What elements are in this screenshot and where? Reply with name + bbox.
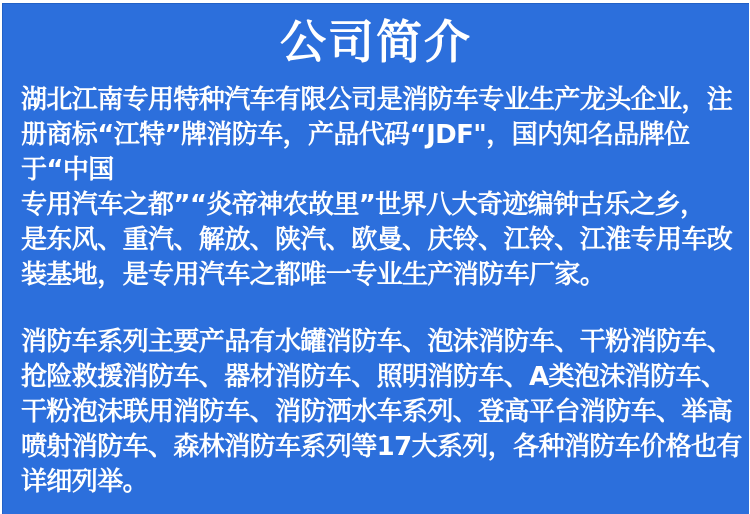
paragraph-line: 消防车系列主要产品有水罐消防车、泡沫消防车、干粉消防车、	[21, 327, 733, 357]
paragraph-line: 于“中国	[21, 155, 114, 185]
paragraph-line: 喷射消防车、森林消防车系列等17大系列，各种消防车价格也有	[21, 432, 742, 462]
paragraph-line: 专用汽车之都”“炎帝神农故里”世界八大奇迹编钟古乐之乡，	[21, 190, 706, 220]
company-intro-panel	[2, 3, 749, 514]
company-intro-paragraph	[21, 83, 739, 293]
paragraph-line: 湖北江南专用特种汽车有限公司是消防车专业生产龙头企业，注	[21, 85, 733, 115]
product-series-paragraph	[21, 325, 742, 500]
paragraph-line: 装基地，是专用汽车之都唯一专业生产消防车厂家。	[21, 260, 606, 290]
paragraph-line: 干粉泡沫联用消防车、消防洒水车系列、登高平台消防车、举高	[21, 397, 733, 427]
paragraph-line: 抢险救援消防车、器材消防车、照明消防车、A类泡沫消防车、	[21, 362, 727, 392]
paragraph-line: 册商标“江特”牌消防车，产品代码“JDF"，国内知名品牌位	[21, 120, 690, 150]
paragraph-line: 是东风、重汽、解放、陕汽、欧曼、庆铃、江铃、江淮专用车改	[21, 225, 733, 255]
page-title: 公司简介	[280, 15, 472, 69]
paragraph-line: 详细列举。	[21, 467, 149, 497]
